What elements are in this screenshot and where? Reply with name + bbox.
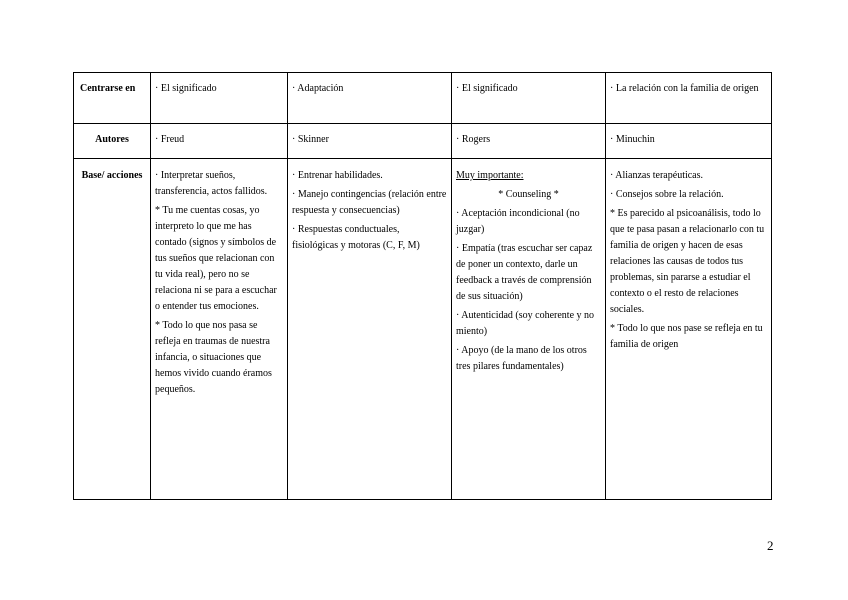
table-cell: · Skinner	[288, 124, 452, 159]
table-cell-minuchin-actions	[606, 159, 772, 500]
cell-paragraph: · Respuestas conductuales, fisiológicas y motoras (C, F, M)	[292, 224, 420, 251]
table-cell: · El significado	[452, 73, 606, 124]
cell-paragraph: * Todo lo que nos pasa se refleja en traumas de nuestra infancia, o situaciones que hemos vivido cuando éramos pequeños.	[155, 320, 272, 395]
cell-paragraph: · Autenticidad (soy coherente y no miento)	[456, 310, 595, 337]
table-cell: · El significado	[151, 73, 288, 124]
table-row-authors	[74, 124, 772, 159]
cell-paragraph: · Aceptación incondicional (no juzgar)	[456, 208, 580, 235]
cell-paragraph: · Manejo contingencias (relación entre respuesta y consecuencias)	[292, 189, 447, 216]
table-cell: · Minuchin	[606, 124, 772, 159]
table-cell-skinner-actions	[288, 159, 452, 500]
table-cell-freud-actions	[151, 159, 288, 500]
table-cell: · Adaptación	[288, 73, 452, 124]
cell-paragraph: · Alianzas terapéuticas.	[610, 170, 704, 181]
row-header-actions: Base/ acciones	[74, 159, 151, 500]
cell-paragraph: * Todo lo que nos pase se refleja en tu familia de origen	[610, 323, 763, 350]
table-cell: · Freud	[151, 124, 288, 159]
cell-paragraph: · Interpretar sueños, transferencia, actos fallidos.	[155, 170, 268, 197]
table-cell: · Rogers	[452, 124, 606, 159]
cell-paragraph: * Tu me cuentas cosas, yo interpreto lo que me has contado (signos y símbolos de tus sueños que relacionan con tu vida real), pero no se relaciona ni se para a escuchar o entender tus emociones.	[155, 205, 277, 312]
table-row-actions	[74, 159, 772, 500]
table-cell-rogers-actions	[452, 159, 606, 500]
row-header-focus: Centrarse en	[74, 73, 151, 124]
comparison-table	[73, 72, 772, 500]
cell-paragraph: · Entrenar habilidades.	[292, 170, 383, 181]
cell-heading: Muy importante:	[456, 170, 524, 181]
table-row-focus	[74, 73, 772, 124]
page-number: 2	[767, 538, 774, 553]
cell-subheading: * Counseling *	[498, 189, 559, 200]
cell-paragraph: · Apoyo (de la mano de los otros tres pilares fundamentales)	[456, 345, 587, 372]
table-cell: · La relación con la familia de origen	[606, 73, 772, 124]
cell-paragraph: · Consejos sobre la relación.	[610, 189, 724, 200]
cell-paragraph: · Empatía (tras escuchar ser capaz de poner un contexto, darle un feedback a través de comprensión de sus situación)	[456, 243, 593, 302]
row-header-authors: Autores	[74, 124, 151, 159]
cell-paragraph: * Es parecido al psicoanálisis, todo lo que te pasa pasan a relacionarlo con tu familia de origen y hacen de esas relaciones las causas de todos tus problemas, sin pararse a estudiar el contexto o el resto de relaciones sociales.	[610, 208, 765, 315]
